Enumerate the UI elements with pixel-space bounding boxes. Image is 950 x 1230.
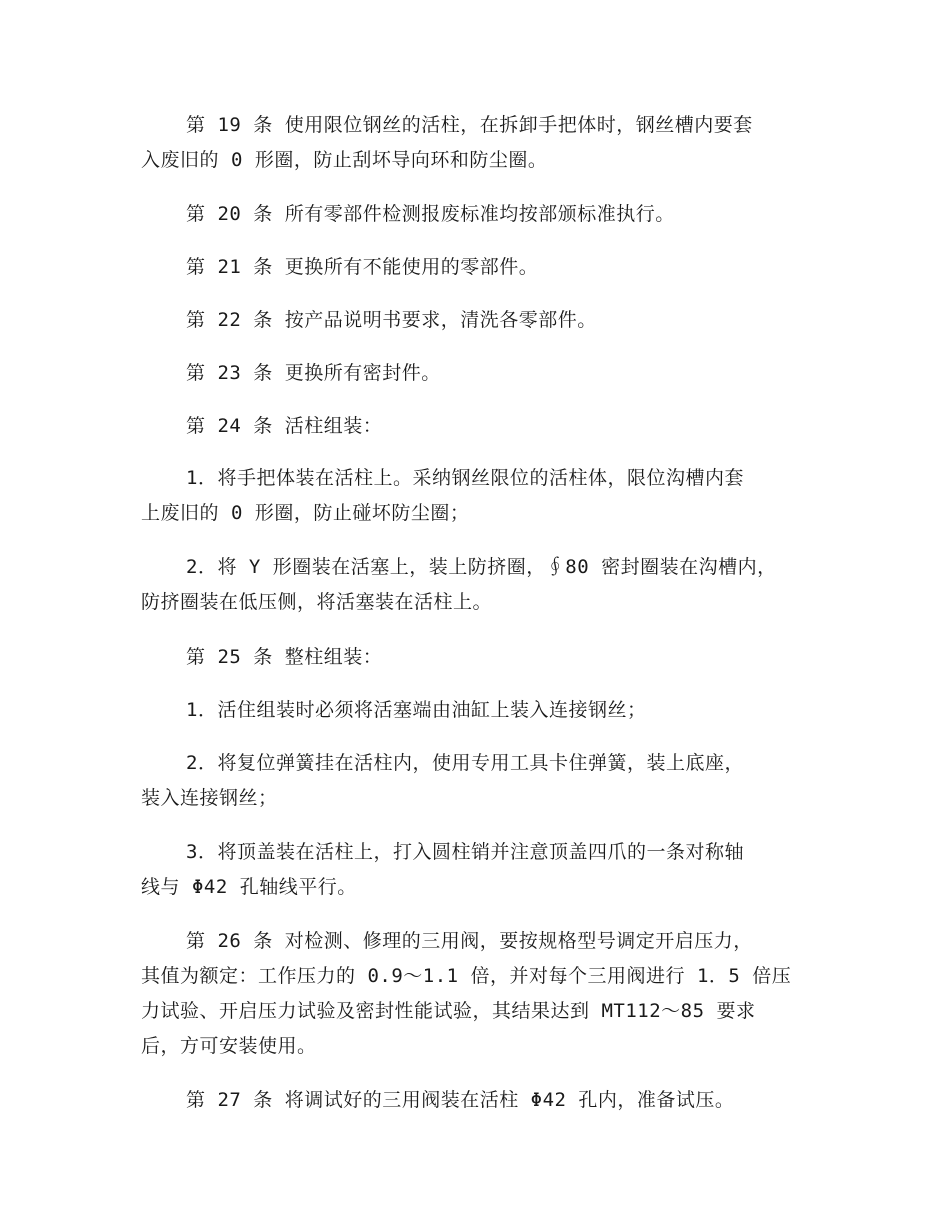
paragraph-item-24-1	[141, 461, 821, 531]
paragraph-line: 第 19 条 使用限位钢丝的活柱，在拆卸手把体时，钢丝槽内要套	[186, 114, 753, 136]
paragraph-item-25-1	[141, 693, 821, 728]
paragraph-line: 第 22 条 按产品说明书要求，清洗各零部件。	[186, 309, 597, 331]
paragraph-line: 第 26 条 对检测、修理的三用阀，要按规格型号调定开启压力，	[186, 930, 753, 952]
paragraph-line: 第 25 条 整柱组装：	[186, 646, 383, 668]
paragraph-line: 上废旧的 0 形圈，防止碰坏防尘圈；	[141, 502, 470, 524]
paragraph-line: 入废旧的 0 形圈，防止刮坏导向环和防尘圈。	[141, 149, 548, 171]
paragraph-article-20	[141, 197, 821, 232]
paragraph-line: 第 24 条 活柱组装：	[186, 415, 383, 437]
paragraph-article-24	[141, 409, 821, 444]
paragraph-article-21	[141, 250, 821, 285]
paragraph-line: 装入连接钢丝；	[141, 787, 278, 809]
paragraph-line: 力试验、开启压力试验及密封性能试验，其结果达到 MT112～85 要求	[141, 1000, 756, 1022]
paragraph-article-25	[141, 640, 821, 675]
paragraph-line: 2．将 Y 形圈装在活塞上，装上防挤圈，∮80 密封圈装在沟槽内，	[186, 556, 777, 578]
paragraph-line: 1．将手把体装在活柱上。采纳钢丝限位的活柱体，限位沟槽内套	[186, 467, 744, 489]
paragraph-line: 防挤圈装在低压侧，将活塞装在活柱上。	[141, 591, 493, 613]
paragraph-article-26	[141, 924, 821, 1064]
paragraph-line: 1．活住组装时必须将活塞端由油缸上装入连接钢丝；	[186, 699, 647, 721]
paragraph-article-27	[141, 1083, 821, 1118]
paragraph-article-23	[141, 356, 821, 391]
paragraph-line: 第 27 条 将调试好的三用阀装在活柱 Φ42 孔内，准备试压。	[186, 1089, 735, 1111]
paragraph-line: 第 21 条 更换所有不能使用的零部件。	[186, 256, 539, 278]
paragraph-line: 线与 Φ42 孔轴线平行。	[141, 876, 357, 898]
paragraph-line: 其值为额定：工作压力的 0.9～1.1 倍，并对每个三用阀进行 1．5 倍压	[141, 965, 792, 987]
paragraph-line: 第 20 条 所有零部件检测报废标准均按部颁标准执行。	[186, 203, 675, 225]
paragraph-article-19	[141, 108, 821, 178]
paragraph-article-22	[141, 303, 821, 338]
paragraph-item-25-3	[141, 835, 821, 905]
paragraph-line: 3．将顶盖装在活柱上，打入圆柱销并注意顶盖四爪的一条对称轴	[186, 841, 744, 863]
paragraph-line: 2．将复位弹簧挂在活柱内，使用专用工具卡住弹簧，装上底座，	[186, 752, 744, 774]
paragraph-item-24-2	[141, 550, 821, 620]
paragraph-line: 后，方可安装使用。	[141, 1035, 317, 1057]
paragraph-line: 第 23 条 更换所有密封件。	[186, 362, 441, 384]
paragraph-item-25-2	[141, 746, 821, 816]
